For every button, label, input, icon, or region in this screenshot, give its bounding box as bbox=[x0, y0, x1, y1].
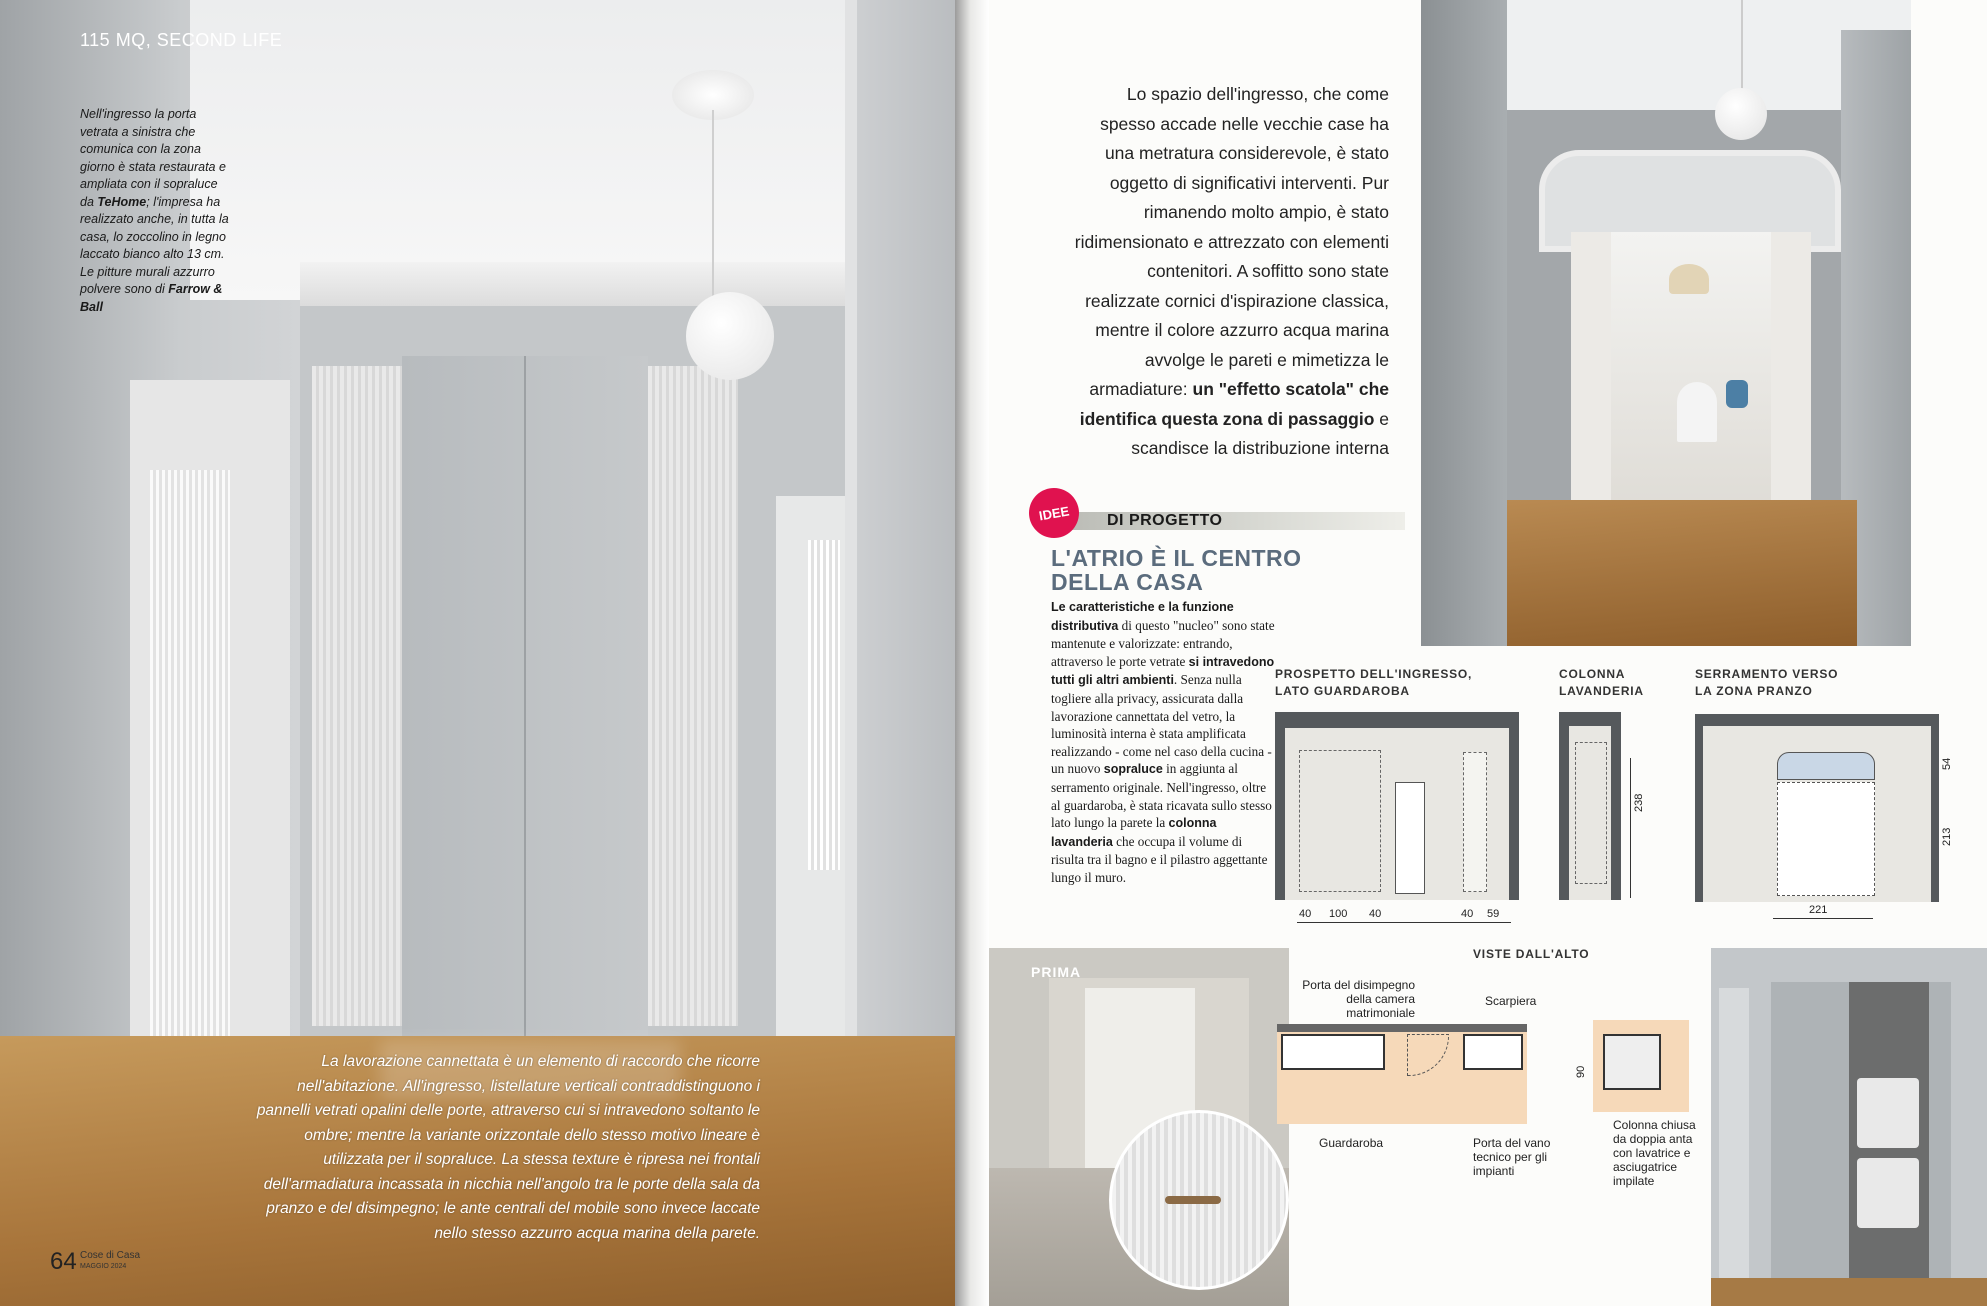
serramento-top bbox=[1695, 714, 1939, 726]
dim-d1-4: 59 bbox=[1487, 908, 1500, 920]
plan-colonna-unit bbox=[1603, 1034, 1661, 1090]
prospetto-door bbox=[1395, 782, 1425, 894]
photo-cornice bbox=[300, 262, 850, 306]
drawing-colonna bbox=[1559, 712, 1621, 900]
section-title: 115 MQ, SECOND LIFE bbox=[80, 30, 283, 50]
washing-machine bbox=[1857, 1078, 1919, 1148]
body-bold-3: sopraluce bbox=[1103, 762, 1163, 777]
dim-d1-1: 100 bbox=[1329, 908, 1348, 920]
plan-wardrobe bbox=[1281, 1034, 1385, 1070]
dim-d1-0: 40 bbox=[1299, 908, 1312, 920]
caption-text-1: Nell'ingresso la porta vetrata a sinistra che comunica con la zona giorno è stata restaurata e ampliata con il sopraluce da bbox=[80, 107, 226, 209]
laundry-floor bbox=[1711, 1278, 1987, 1306]
drawing-title-colonna: COLONNA LAVANDERIA bbox=[1559, 667, 1644, 698]
page-number: 64 bbox=[50, 1248, 77, 1275]
body-bold-2: si intravedono tutti gli altri ambienti bbox=[1051, 654, 1275, 688]
photo-caption bbox=[80, 106, 230, 316]
dryer bbox=[1857, 1158, 1919, 1228]
dim-d1-2: 40 bbox=[1369, 908, 1382, 920]
intro-text: Lo spazio dell'ingresso, che come spesso accade nelle vecchie case ha una metratura considerevole, è stato oggetto di significativi interventi. Pur rimanendo molto ampio, è stato ridimensionato e attrezzato con elementi contenitori. A soffitto sono state realizzate cornici d'ispirazione classica, mentre il colore azzurro acqua marina avvolge le pareti e mimetizza le armadiature: bbox=[1074, 84, 1389, 399]
photo-prima bbox=[989, 948, 1289, 1306]
dim-d3-2: 221 bbox=[1809, 904, 1828, 916]
lamp-cord bbox=[712, 110, 714, 310]
plan-label-guardaroba: Guardaroba bbox=[1319, 1136, 1384, 1150]
right-door-glass bbox=[808, 540, 840, 870]
hallway-globe-lamp bbox=[1715, 88, 1767, 140]
dim-line-d1 bbox=[1297, 922, 1511, 923]
body-bold-4: colonna lavanderia bbox=[1051, 816, 1217, 849]
drawing-prospetto bbox=[1275, 712, 1519, 900]
right-page bbox=[989, 0, 1987, 1306]
wardrobe-reeded-panel-left bbox=[312, 366, 402, 1026]
globe-lamp bbox=[686, 292, 774, 380]
dining-table bbox=[1677, 382, 1717, 442]
box-body bbox=[1051, 598, 1275, 887]
hallway-left-wall bbox=[1421, 0, 1507, 646]
reeded-glass-door bbox=[150, 470, 230, 1110]
serramento-left bbox=[1695, 714, 1703, 902]
photo-hallway bbox=[1421, 0, 1911, 646]
caption-brand-1: TeHome bbox=[97, 194, 147, 209]
dim-line-d2 bbox=[1630, 758, 1631, 898]
intro-highlight: un "effetto scatola" che identifica questa zona di passaggio bbox=[1079, 379, 1389, 429]
plan-colonna bbox=[1593, 1020, 1689, 1112]
dim-line-d3 bbox=[1773, 918, 1873, 919]
colonna-unit bbox=[1575, 742, 1607, 884]
caption-brand-2: Farrow & Ball bbox=[80, 282, 223, 314]
colonna-right bbox=[1611, 712, 1621, 900]
plan-wall-top bbox=[1277, 1024, 1527, 1032]
plan-label-porta-disimpegno: Porta del disimpegno della camera matrimoniale bbox=[1302, 978, 1415, 1020]
dining-chair bbox=[1726, 380, 1748, 408]
caption-text-2: ; l'impresa ha realizzato anche, in tutta la casa, lo zoccolino in legno laccato bianco alto 13 cm. Le pitture murali azzurro polvere sono di bbox=[80, 194, 229, 296]
drawing-title-serramento: SERRAMENTO VERSO LA ZONA PRANZO bbox=[1695, 667, 1839, 698]
photo-ceiling bbox=[190, 0, 850, 300]
dim-d2: 238 bbox=[1633, 793, 1645, 812]
plan-dim: 90 bbox=[1575, 1065, 1587, 1078]
drawing-serramento bbox=[1695, 714, 1939, 902]
wardrobe-reeded-panel-right bbox=[648, 366, 738, 1026]
prospetto-ceiling bbox=[1275, 712, 1519, 728]
hallway-floor bbox=[1507, 500, 1857, 646]
spine-gutter bbox=[955, 0, 989, 1306]
intro-paragraph bbox=[1069, 80, 1389, 464]
serramento-doors bbox=[1777, 782, 1875, 896]
photo-laundry-column bbox=[1711, 948, 1987, 1306]
magazine-issue: MAGGIO 2024 bbox=[80, 1263, 127, 1270]
idee-label: DI PROGETTO bbox=[1107, 512, 1223, 529]
wardrobe-split-line bbox=[524, 356, 526, 1036]
hallway-lamp-cord bbox=[1741, 0, 1743, 90]
plan-hallway bbox=[1277, 1024, 1527, 1124]
prospetto-wall-left bbox=[1275, 712, 1285, 900]
dim-d3-0: 54 bbox=[1941, 757, 1953, 770]
body-text-4: che occupa il volume di risulta tra il bagno e il pilastro aggettante lungo il muro. bbox=[1051, 833, 1268, 885]
plan-label-colonna: Colonna chiusa da doppia anta con lavatrice e asciugatrice impilate bbox=[1613, 1118, 1696, 1188]
dim-d3-1: 213 bbox=[1941, 827, 1953, 846]
idee-header-bar bbox=[1045, 512, 1405, 530]
dim-d1-3: 40 bbox=[1461, 908, 1474, 920]
plan-label-scarpiera: Scarpiera bbox=[1485, 994, 1537, 1008]
idee-badge: IDEE bbox=[1025, 484, 1083, 542]
magazine-name bbox=[80, 1250, 140, 1272]
prima-label: PRIMA bbox=[1031, 964, 1082, 980]
body-bold-1: Le caratteristiche e la funzione distributiva bbox=[1051, 600, 1234, 633]
photo-description: La lavorazione cannettata è un elemento di raccordo che ricorre nell'abitazione. All'ingresso, listellature verticali contraddistinguono i pannelli vetrati opalini delle porte, attraverso cui si intravedono soltanto le ombre; mentre la variante orizzontale dello stesso motivo lineare è utilizzata per il sopraluce. La stessa texture è ripresa nei frontali dell'armadiatura incassata in nicchia nell'angolo tra le porte della sala da pranzo e del disimpegno; le ante centrali del mobile sono invece laccate nello stesso azzurro acqua marina della parete. bbox=[256, 1053, 760, 1242]
body-text-3: in aggiunta al serramento originale. Nell'ingresso, oltre al guardaroba, è stata ricavata sullo stesso lato lungo la parete la bbox=[1051, 761, 1272, 831]
body-text-2: . Senza nulla togliere alla privacy, assicurata dalla lavorazione cannettata del vetro, la luminosità interna è stata amplificata realizzando - come nel caso della cucina - un nuovo bbox=[1051, 672, 1272, 777]
body-text-1: di questo "nucleo" sono state mantenute e valorizzate: entrando, attraverso le porte vetrate bbox=[1051, 617, 1275, 669]
door-handle-detail bbox=[1165, 1196, 1221, 1204]
dining-lamp bbox=[1669, 264, 1709, 294]
left-page bbox=[0, 0, 955, 1306]
plan-title: VISTE DALL'ALTO bbox=[1473, 947, 1590, 961]
laundry-side-door bbox=[1719, 988, 1749, 1306]
prospetto-side-unit bbox=[1463, 752, 1487, 892]
plan-door-swing bbox=[1407, 1034, 1449, 1076]
box-title: L'ATRIO È IL CENTRO DELLA CASA bbox=[1051, 545, 1302, 595]
intro-end: e scandisce la distribuzione interna bbox=[1131, 408, 1389, 458]
colonna-left bbox=[1559, 712, 1569, 900]
magazine-title: Cose di Casa bbox=[80, 1250, 141, 1261]
drawing-title-prospetto: PROSPETTO DELL'INGRESSO, LATO GUARDAROBA bbox=[1275, 667, 1473, 698]
serramento-transom bbox=[1777, 752, 1875, 780]
prospetto-wall-right bbox=[1509, 712, 1519, 900]
plan-shoe-cabinet bbox=[1463, 1034, 1523, 1070]
serramento-right bbox=[1931, 714, 1939, 902]
prospetto-wardrobe bbox=[1299, 750, 1381, 892]
plan-label-porta-vano: Porta del vano tecnico per gli impianti bbox=[1473, 1136, 1551, 1178]
